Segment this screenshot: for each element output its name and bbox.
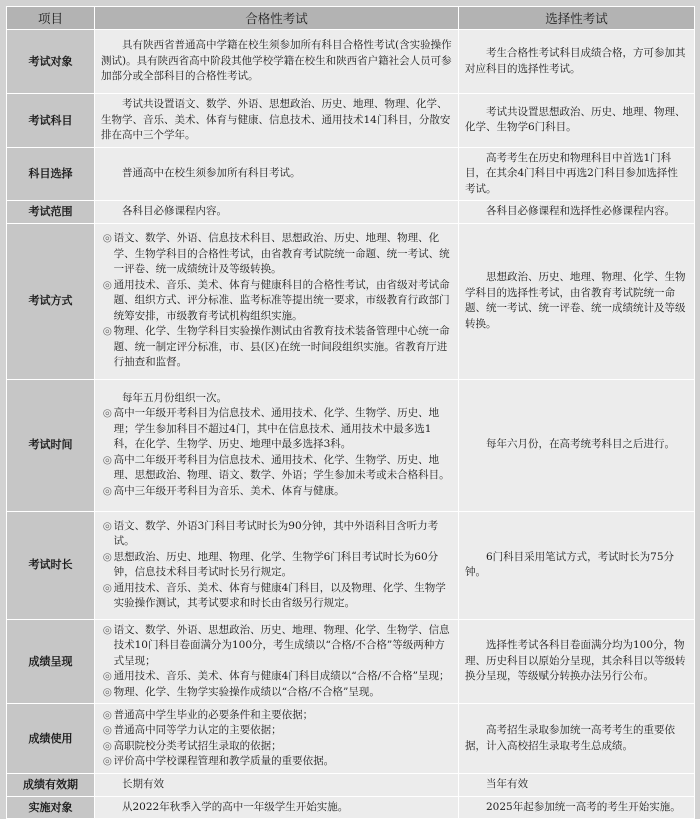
sel-cell	[459, 30, 695, 94]
row-label: 考试方式	[7, 223, 95, 379]
circle-bullet-icon: ◎	[102, 550, 112, 563]
cell-text: 6门科目采用笔试方式，考试时长为75分钟。	[465, 550, 675, 578]
row-score-presentation	[7, 619, 695, 704]
row-exam-target	[7, 30, 695, 94]
qual-cell	[95, 704, 459, 774]
row-score-usage	[7, 704, 695, 774]
circle-bullet-icon: ◎	[102, 407, 112, 420]
header-selective-exam: 选择性考试	[459, 7, 695, 30]
circle-bullet-icon: ◎	[102, 724, 112, 736]
qual-cell	[95, 774, 459, 797]
qual-cell	[95, 223, 459, 379]
list-item: ◎ 语文、数学、外语3门科目考试时长为90分钟，其中外语科目含听力考试。	[102, 519, 439, 547]
circle-bullet-icon: ◎	[102, 670, 112, 682]
circle-bullet-icon: ◎	[102, 278, 112, 291]
row-label: 考试科目	[7, 94, 95, 148]
circle-bullet-icon: ◎	[102, 685, 112, 698]
qual-cell	[95, 201, 459, 224]
cell-text: 长期有效	[122, 778, 164, 790]
cell-text: 普通高中在校生须参加所有科目考试。	[122, 167, 301, 179]
list-item: ◎ 通用技术、音乐、美术、体育与健康科目的合格性考试，由省级对考试命题、组织方式、评分标准、监考标准等提出统一要求，市级教育行政部门统筹安排，市级教育考试机构组织实施。	[102, 278, 450, 322]
list-item: ◎ 物理、化学、生物学实验操作成绩以“合格/不合格”呈现。	[101, 685, 452, 701]
cell-text: 每年六月份，在高考统考科目之后进行。	[486, 438, 675, 451]
list-item: ◎ 物理、化学、生物学科目实验操作测试由省教育技术装备管理中心统一命题、统一制定评分标准，市、县(区)在统一时间段组织实施。省教育厅进行抽查和监督。	[102, 325, 450, 369]
row-label: 考试对象	[7, 30, 95, 94]
circle-bullet-icon: ◎	[102, 484, 112, 497]
list-item: ◎ 通用技术、音乐、美术、体育与健康4门科目，以及物理、化学、生物学实验操作测试，其考试要求和时长由省级另行规定。	[102, 581, 446, 609]
cell-text: 考生合格性考试科目成绩合格，方可参加其对应科目的选择性考试。	[465, 47, 686, 75]
cell-text: 2025年起参加统一高考的考生开始实施。	[486, 800, 681, 813]
cell-text: 从2022年秋季入学的高中一年级学生开始实施。	[122, 800, 349, 813]
circle-bullet-icon: ◎	[102, 232, 112, 245]
qual-cell	[95, 30, 459, 94]
circle-bullet-icon: ◎	[102, 623, 112, 636]
cell-text: 每年五月份组织一次。	[122, 391, 227, 404]
list-item: ◎ 通用技术、音乐、美术、体育与健康4门科目成绩以“合格/不合格”呈现；	[101, 669, 452, 685]
cell-text: 考试共设置语文、数学、外语、思想政治、历史、地理、物理、化学、生物学、音乐、美术、体育与健康、信息技术、通用技术14门科目，分散安排在高中三个学年。	[101, 98, 451, 141]
list-item: ◎ 高中二年级开考科目为信息技术、通用技术、化学、生物学、历史、地理、思想政治、物理、语文、数学、外语；学生参加未考或未合格科目。	[102, 453, 450, 482]
row-implementation-target	[7, 796, 695, 819]
sel-cell	[459, 223, 695, 379]
row-subject-selection	[7, 147, 695, 201]
row-exam-time	[7, 379, 695, 511]
qual-cell	[95, 379, 459, 511]
qual-cell	[95, 619, 459, 704]
list-item: ◎ 高中一年级开考科目为信息技术、通用技术、化学、生物学、历史、地理；学生参加科目不超过4门，其中在信息技术、通用技术中最多选1科，在化学、生物学、历史、地理中最多选择3科。	[102, 407, 440, 451]
cell-text: 具有陕西省普通高中学籍在校生须参加所有科目合格性考试(含实验操作测试)。具有陕西省高中阶段其他学校学籍在校生和陕西省户籍社会人员可参加部分或全部科目的合格性考试。	[101, 39, 452, 83]
list-item: ◎ 思想政治、历史、地理、物理、化学、生物学6门科目考试时长为60分钟，信息技术科目考试时长另行规定。	[102, 550, 439, 578]
circle-bullet-icon: ◎	[102, 708, 112, 721]
row-label: 成绩呈现	[7, 619, 95, 704]
sel-cell	[459, 796, 695, 819]
sel-cell	[459, 511, 695, 619]
list-item: ◎ 普通高中学生毕业的必要条件和主要依据；	[101, 708, 452, 724]
sel-cell	[459, 774, 695, 797]
qual-cell	[95, 94, 459, 148]
header-item: 项目	[7, 7, 95, 30]
circle-bullet-icon: ◎	[102, 755, 112, 767]
row-label: 考试时间	[7, 379, 95, 511]
list-item: ◎ 评价高中学校课程管理和教学质量的重要依据。	[101, 754, 452, 770]
row-label: 考试范围	[7, 201, 95, 224]
row-label: 成绩使用	[7, 704, 95, 774]
cell-text: 考试共设置思想政治、历史、地理、物理、化学、生物学6门科目。	[465, 105, 686, 134]
list-item: ◎ 语文、数学、外语、信息技术科目、思想政治、历史、地理、物理、化学、生物学科目的合格性考试，由省教育考试院统一命题、统一考试、统一评卷、统一成绩统计及等级转换。	[102, 232, 450, 276]
row-exam-subjects	[7, 94, 695, 148]
exam-comparison-table	[6, 6, 695, 819]
list-item: ◎ 语文、数学、外语、思想政治、历史、地理、物理、化学、生物学、信息技术10门科目卷面满分为100分，考生成绩以“合格/不合格”等级两种方式呈现；	[102, 623, 450, 667]
row-label: 考试时长	[7, 511, 95, 619]
sel-cell	[459, 147, 695, 201]
cell-text: 各科目必修课程和选择性必修课程内容。	[486, 205, 675, 217]
row-score-validity	[7, 774, 695, 797]
sel-cell	[459, 379, 695, 511]
row-exam-scope	[7, 201, 695, 224]
row-label: 成绩有效期	[7, 774, 95, 797]
sel-cell	[459, 704, 695, 774]
qual-cell	[95, 511, 459, 619]
sel-cell	[459, 619, 695, 704]
cell-text: 思想政治、历史、地理、物理、化学、生物学科目的选择性考试，由省教育考试院统一命题、统一考试、统一评卷、统一成绩统计及等级转换。	[465, 271, 686, 330]
header-qualification-exam: 合格性考试	[95, 7, 459, 30]
cell-text: 选择性考试各科目卷面满分均为100分，物理、历史科目以原始分呈现，其余科目以等级转换分呈现，等级赋分转换办法另行公布。	[465, 639, 686, 682]
header-row	[7, 7, 695, 30]
circle-bullet-icon: ◎	[102, 581, 112, 594]
qual-cell	[95, 796, 459, 819]
sel-cell	[459, 94, 695, 148]
circle-bullet-icon: ◎	[102, 325, 112, 338]
row-label: 科目选择	[7, 147, 95, 201]
qual-cell	[95, 147, 459, 201]
cell-text: 当年有效	[486, 778, 528, 790]
circle-bullet-icon: ◎	[102, 739, 112, 752]
circle-bullet-icon: ◎	[102, 453, 112, 466]
cell-text: 高考招生录取参加统一高考考生的重要依据，计入高校招生录取考生总成绩。	[465, 724, 675, 752]
list-item: ◎ 高职院校分类考试招生录取的依据；	[101, 739, 452, 755]
circle-bullet-icon: ◎	[102, 519, 112, 532]
sel-cell	[459, 201, 695, 224]
row-label: 实施对象	[7, 796, 95, 819]
row-exam-method	[7, 223, 695, 379]
cell-text: 各科目必修课程内容。	[122, 205, 227, 217]
cell-text: 高考考生在历史和物理科目中首选1门科目，在其余4门科目中再选2门科目参加选择性考试。	[465, 151, 678, 195]
row-exam-duration	[7, 511, 695, 619]
list-item: ◎ 高中三年级开考科目为音乐、美术、体育与健康。	[101, 484, 452, 500]
list-item: ◎ 普通高中同等学力认定的主要依据；	[101, 723, 452, 739]
